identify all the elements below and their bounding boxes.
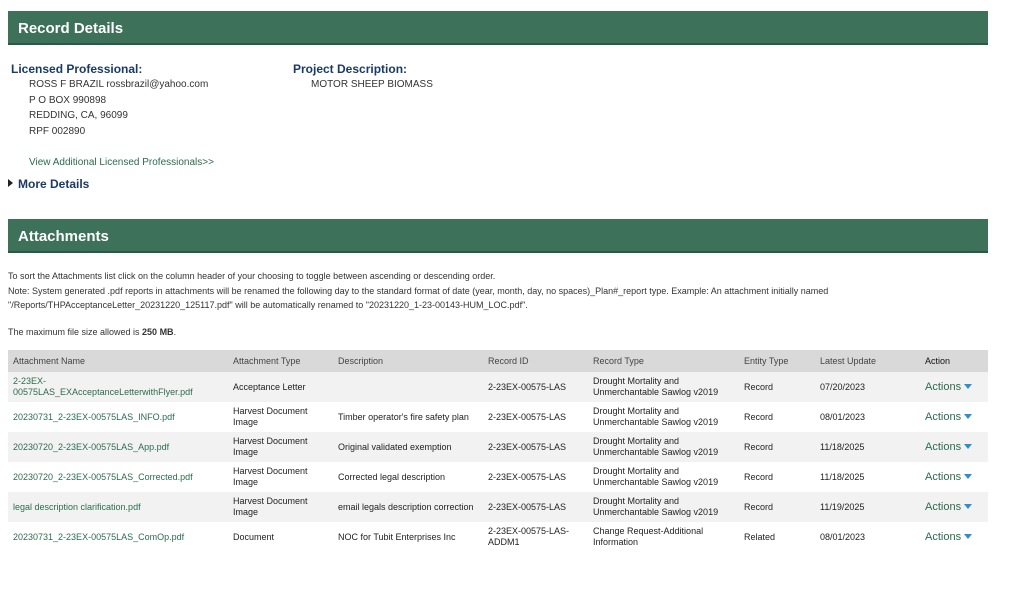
- record-type-cell: Drought Mortality and Unmerchantable Sawlog v2019: [593, 496, 719, 517]
- attachment-name-link[interactable]: 20230731_2-23EX-00575LAS_ComOp.pdf: [13, 531, 185, 542]
- max-file-size-value: 250 MB: [142, 327, 174, 337]
- record-id-cell: 2-23EX-00575-LAS: [488, 411, 567, 422]
- attachments-title: Attachments: [18, 228, 109, 245]
- record-details-title: Record Details: [18, 20, 124, 37]
- description-cell: Timber operator's fire safety plan: [338, 411, 469, 422]
- table-row: [8, 372, 988, 402]
- attachment-name-link[interactable]: 20230720_2-23EX-00575LAS_Corrected.pdf: [13, 471, 193, 482]
- attachment-name-link[interactable]: 20230731_2-23EX-00575LAS_INFO.pdf: [13, 411, 175, 422]
- attachment-type-cell: Document: [233, 531, 275, 542]
- actions-label: Actions: [925, 530, 962, 543]
- actions-cell: [920, 462, 988, 492]
- record-details-header: [8, 11, 988, 45]
- caret-down-icon: [964, 444, 972, 449]
- actions-cell: [920, 522, 988, 552]
- actions-label: Actions: [925, 410, 962, 423]
- record-id-cell: 2-23EX-00575-LAS: [488, 381, 567, 392]
- entity-type-cell: Record: [744, 381, 774, 392]
- record-type-cell: Drought Mortality and Unmerchantable Sawlog v2019: [593, 376, 719, 397]
- latest-update-cell: 11/18/2025: [820, 471, 865, 482]
- attachment-type-cell: Harvest Document Image: [233, 466, 308, 487]
- attachments-header: [8, 219, 988, 253]
- latest-update-cell: 11/18/2025: [820, 441, 865, 452]
- record-id-cell: 2-23EX-00575-LAS: [488, 441, 567, 452]
- more-details-toggle[interactable]: [8, 177, 89, 191]
- table-row: [8, 402, 988, 432]
- project-description-value: MOTOR SHEEP BIOMASS: [311, 79, 433, 90]
- attachment-type-cell: Acceptance Letter: [233, 381, 306, 392]
- pdf-note-line2: "/Reports/THPAcceptanceLetter_20231220_125117.pdf" will be automatically renamed to "20231220_1-23-00143-HUM_LOC.pdf".: [8, 300, 528, 310]
- entity-type-cell: Record: [744, 411, 774, 422]
- max-file-size-suffix: .: [173, 327, 177, 337]
- record-id-cell: 2-23EX-00575-LAS: [488, 501, 567, 512]
- latest-update-cell: 08/01/2023: [820, 411, 866, 422]
- attachment-type-cell: Harvest Document Image: [233, 496, 308, 517]
- licensed-professional-license: RPF 002890: [29, 126, 86, 137]
- caret-down-icon: [964, 384, 972, 389]
- more-details-label: More Details: [18, 177, 90, 191]
- licensed-professional-name: ROSS F BRAZIL rossbrazil@yahoo.com: [29, 79, 209, 90]
- column-header-attachment-type[interactable]: Attachment Type: [233, 356, 301, 366]
- latest-update-cell: 08/01/2023: [820, 531, 866, 542]
- licensed-professional-address1: P O BOX 990898: [29, 95, 107, 106]
- record-type-cell: Drought Mortality and Unmerchantable Sawlog v2019: [593, 466, 719, 487]
- table-row: [8, 462, 988, 492]
- table-header-row: [8, 350, 988, 372]
- record-type-cell: Drought Mortality and Unmerchantable Sawlog v2019: [593, 406, 719, 427]
- attachments-table: [8, 350, 988, 552]
- attachment-name-link[interactable]: legal description clarification.pdf: [13, 501, 141, 512]
- table-row: [8, 522, 988, 552]
- description-cell: email legals description correction: [338, 501, 474, 512]
- sort-note: To sort the Attachments list click on the column header of your choosing to toggle between ascending or descending order.: [8, 271, 496, 281]
- table-row: [8, 432, 988, 462]
- actions-dropdown[interactable]: [925, 381, 972, 393]
- actions-label: Actions: [925, 500, 962, 513]
- column-header-action: Action: [925, 356, 951, 366]
- licensed-professional-address2: REDDING, CA, 96099: [29, 110, 128, 121]
- column-header-entity-type[interactable]: Entity Type: [744, 356, 789, 366]
- actions-dropdown[interactable]: [925, 411, 972, 423]
- expand-triangle-icon: [8, 179, 13, 187]
- attachment-type-cell: Harvest Document Image: [233, 406, 308, 427]
- record-id-cell: 2-23EX-00575-LAS: [488, 471, 567, 482]
- column-header-description[interactable]: Description: [338, 356, 384, 366]
- entity-type-cell: Record: [744, 501, 774, 512]
- caret-down-icon: [964, 474, 972, 479]
- actions-cell: [920, 492, 988, 522]
- latest-update-cell: 11/19/2025: [820, 501, 865, 512]
- attachment-name-link[interactable]: 20230720_2-23EX-00575LAS_App.pdf: [13, 441, 170, 452]
- view-additional-professionals-link[interactable]: View Additional Licensed Professionals>>: [29, 157, 214, 168]
- entity-type-cell: Related: [744, 531, 776, 542]
- column-header-record-type[interactable]: Record Type: [593, 356, 644, 366]
- description-cell: Corrected legal description: [338, 471, 446, 482]
- attachment-name-link[interactable]: 2-23EX-00575LAS_EXAcceptanceLetterwithFlyer.pdf: [13, 376, 193, 397]
- column-header-record-id[interactable]: Record ID: [488, 356, 529, 366]
- caret-down-icon: [964, 414, 972, 419]
- licensed-professional-label: Licensed Professional:: [11, 62, 143, 76]
- attachment-type-cell: Harvest Document Image: [233, 436, 308, 457]
- entity-type-cell: Record: [744, 441, 774, 452]
- description-cell: NOC for Tubit Enterprises Inc: [338, 531, 456, 542]
- project-description-label: Project Description:: [293, 62, 408, 76]
- description-cell: Original validated exemption: [338, 441, 452, 452]
- actions-cell: [920, 432, 988, 462]
- caret-down-icon: [964, 534, 972, 539]
- latest-update-cell: 07/20/2023: [820, 381, 866, 392]
- max-file-size-note: [8, 327, 176, 337]
- entity-type-cell: Record: [744, 471, 774, 482]
- actions-label: Actions: [925, 440, 962, 453]
- actions-label: Actions: [925, 470, 962, 483]
- actions-label: Actions: [925, 380, 962, 393]
- table-row: [8, 492, 988, 522]
- column-header-attachment-name[interactable]: Attachment Name: [13, 356, 86, 366]
- actions-dropdown[interactable]: [925, 501, 972, 513]
- record-id-cell: 2-23EX-00575-LAS-ADDM1: [488, 526, 570, 547]
- pdf-note-line1: Note: System generated .pdf reports in attachments will be renamed the following day to the standard format of date (year, month, day, no spaces)_Plan#_report type. Example: An attachment initially named: [8, 286, 829, 296]
- record-type-cell: Drought Mortality and Unmerchantable Sawlog v2019: [593, 436, 719, 457]
- max-file-size-prefix: The maximum file size allowed is: [8, 327, 143, 337]
- actions-dropdown[interactable]: [925, 441, 972, 453]
- actions-cell: [920, 372, 988, 402]
- caret-down-icon: [964, 504, 972, 509]
- column-header-latest-update[interactable]: Latest Update: [820, 356, 877, 366]
- description-cell: [333, 372, 483, 402]
- actions-dropdown[interactable]: [925, 531, 972, 543]
- actions-dropdown[interactable]: [925, 471, 972, 483]
- actions-cell: [920, 402, 988, 432]
- record-type-cell: Change Request-Additional Information: [593, 526, 704, 547]
